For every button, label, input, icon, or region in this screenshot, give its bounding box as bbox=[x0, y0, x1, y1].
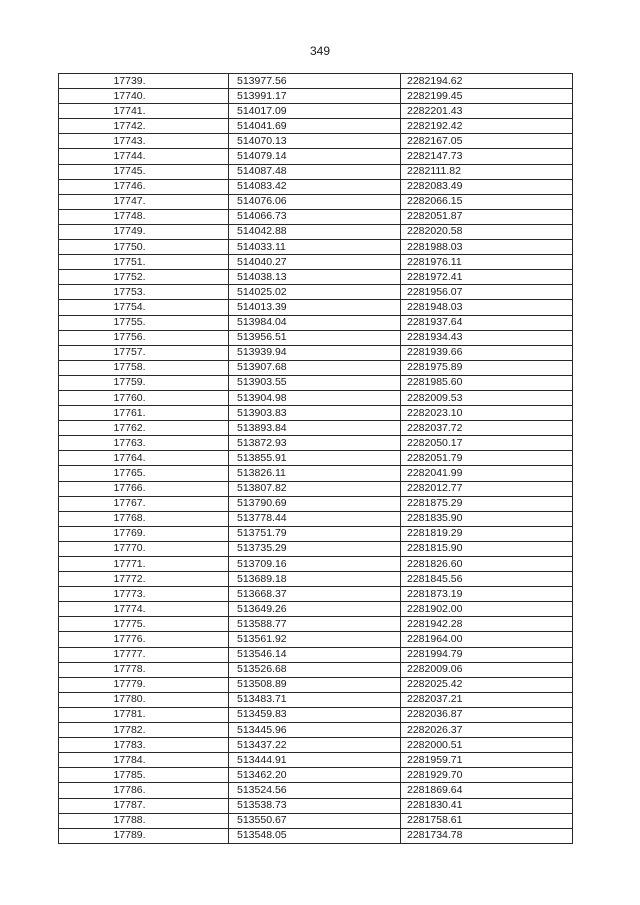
point-number-cell: 17742. bbox=[59, 119, 229, 134]
table-row bbox=[59, 526, 573, 541]
y-coordinate-cell: 2281819.29 bbox=[401, 526, 573, 541]
table-row bbox=[59, 647, 573, 662]
x-coordinate-cell: 513588.77 bbox=[229, 617, 401, 632]
x-coordinate-cell: 513538.73 bbox=[229, 798, 401, 813]
table-row bbox=[59, 481, 573, 496]
x-coordinate-cell: 514017.09 bbox=[229, 104, 401, 119]
x-coordinate-cell: 514066.73 bbox=[229, 209, 401, 224]
point-number-cell: 17746. bbox=[59, 179, 229, 194]
point-number-cell: 17756. bbox=[59, 330, 229, 345]
table-row bbox=[59, 330, 573, 345]
table-row bbox=[59, 828, 573, 843]
y-coordinate-cell: 2281972.41 bbox=[401, 270, 573, 285]
x-coordinate-cell: 513826.11 bbox=[229, 466, 401, 481]
y-coordinate-cell: 2282009.06 bbox=[401, 662, 573, 677]
point-number-cell: 17769. bbox=[59, 526, 229, 541]
point-number-cell: 17760. bbox=[59, 390, 229, 405]
point-number-cell: 17788. bbox=[59, 813, 229, 828]
point-number-cell: 17786. bbox=[59, 783, 229, 798]
table-row bbox=[59, 753, 573, 768]
y-coordinate-cell: 2282000.51 bbox=[401, 738, 573, 753]
x-coordinate-cell: 513462.20 bbox=[229, 768, 401, 783]
point-number-cell: 17743. bbox=[59, 134, 229, 149]
y-coordinate-cell: 2281975.89 bbox=[401, 360, 573, 375]
y-coordinate-cell: 2281948.03 bbox=[401, 300, 573, 315]
y-coordinate-cell: 2282111.82 bbox=[401, 164, 573, 179]
point-number-cell: 17785. bbox=[59, 768, 229, 783]
table-row bbox=[59, 164, 573, 179]
y-coordinate-cell: 2281758.61 bbox=[401, 813, 573, 828]
table-row bbox=[59, 768, 573, 783]
x-coordinate-cell: 514042.88 bbox=[229, 224, 401, 239]
y-coordinate-cell: 2282083.49 bbox=[401, 179, 573, 194]
point-number-cell: 17779. bbox=[59, 677, 229, 692]
y-coordinate-cell: 2281976.11 bbox=[401, 255, 573, 270]
table-row bbox=[59, 436, 573, 451]
y-coordinate-cell: 2282194.62 bbox=[401, 74, 573, 89]
point-number-cell: 17762. bbox=[59, 421, 229, 436]
x-coordinate-cell: 513903.55 bbox=[229, 375, 401, 390]
x-coordinate-cell: 513689.18 bbox=[229, 572, 401, 587]
table-row bbox=[59, 572, 573, 587]
y-coordinate-cell: 2282037.72 bbox=[401, 421, 573, 436]
y-coordinate-cell: 2281835.90 bbox=[401, 511, 573, 526]
point-number-cell: 17763. bbox=[59, 436, 229, 451]
y-coordinate-cell: 2281826.60 bbox=[401, 557, 573, 572]
y-coordinate-cell: 2281994.79 bbox=[401, 647, 573, 662]
point-number-cell: 17758. bbox=[59, 360, 229, 375]
point-number-cell: 17749. bbox=[59, 224, 229, 239]
table-row bbox=[59, 421, 573, 436]
y-coordinate-cell: 2282025.42 bbox=[401, 677, 573, 692]
x-coordinate-cell: 513956.51 bbox=[229, 330, 401, 345]
table-row bbox=[59, 345, 573, 360]
table-row bbox=[59, 270, 573, 285]
y-coordinate-cell: 2282026.37 bbox=[401, 723, 573, 738]
x-coordinate-cell: 513893.84 bbox=[229, 421, 401, 436]
point-number-cell: 17744. bbox=[59, 149, 229, 164]
table-row bbox=[59, 315, 573, 330]
table-row bbox=[59, 406, 573, 421]
point-number-cell: 17775. bbox=[59, 617, 229, 632]
point-number-cell: 17753. bbox=[59, 285, 229, 300]
x-coordinate-cell: 513483.71 bbox=[229, 692, 401, 707]
table-row bbox=[59, 209, 573, 224]
x-coordinate-cell: 513445.96 bbox=[229, 723, 401, 738]
y-coordinate-cell: 2281939.66 bbox=[401, 345, 573, 360]
y-coordinate-cell: 2282199.45 bbox=[401, 89, 573, 104]
point-number-cell: 17766. bbox=[59, 481, 229, 496]
x-coordinate-cell: 514070.13 bbox=[229, 134, 401, 149]
point-number-cell: 17771. bbox=[59, 557, 229, 572]
table-row bbox=[59, 557, 573, 572]
x-coordinate-cell: 513807.82 bbox=[229, 481, 401, 496]
x-coordinate-cell: 513649.26 bbox=[229, 602, 401, 617]
y-coordinate-cell: 2281734.78 bbox=[401, 828, 573, 843]
table-row bbox=[59, 617, 573, 632]
y-coordinate-cell: 2281869.64 bbox=[401, 783, 573, 798]
table-row bbox=[59, 255, 573, 270]
y-coordinate-cell: 2281934.43 bbox=[401, 330, 573, 345]
table-row bbox=[59, 496, 573, 511]
point-number-cell: 17748. bbox=[59, 209, 229, 224]
table-row bbox=[59, 541, 573, 556]
table-row bbox=[59, 798, 573, 813]
table-row bbox=[59, 602, 573, 617]
x-coordinate-cell: 514076.06 bbox=[229, 194, 401, 209]
x-coordinate-cell: 513984.04 bbox=[229, 315, 401, 330]
table-row bbox=[59, 813, 573, 828]
point-number-cell: 17767. bbox=[59, 496, 229, 511]
point-number-cell: 17765. bbox=[59, 466, 229, 481]
table-row bbox=[59, 632, 573, 647]
point-number-cell: 17741. bbox=[59, 104, 229, 119]
table-row bbox=[59, 511, 573, 526]
table-row bbox=[59, 375, 573, 390]
y-coordinate-cell: 2281956.07 bbox=[401, 285, 573, 300]
coordinates-table bbox=[58, 73, 573, 844]
x-coordinate-cell: 514025.02 bbox=[229, 285, 401, 300]
y-coordinate-cell: 2282041.99 bbox=[401, 466, 573, 481]
x-coordinate-cell: 513977.56 bbox=[229, 74, 401, 89]
table-row bbox=[59, 89, 573, 104]
coordinates-table-body bbox=[59, 74, 573, 844]
y-coordinate-cell: 2281902.00 bbox=[401, 602, 573, 617]
y-coordinate-cell: 2281875.29 bbox=[401, 496, 573, 511]
point-number-cell: 17745. bbox=[59, 164, 229, 179]
point-number-cell: 17770. bbox=[59, 541, 229, 556]
point-number-cell: 17768. bbox=[59, 511, 229, 526]
table-row bbox=[59, 466, 573, 481]
y-coordinate-cell: 2281985.60 bbox=[401, 375, 573, 390]
table-row bbox=[59, 194, 573, 209]
y-coordinate-cell: 2281959.71 bbox=[401, 753, 573, 768]
x-coordinate-cell: 513526.68 bbox=[229, 662, 401, 677]
table-row bbox=[59, 723, 573, 738]
table-row bbox=[59, 134, 573, 149]
point-number-cell: 17778. bbox=[59, 662, 229, 677]
point-number-cell: 17789. bbox=[59, 828, 229, 843]
point-number-cell: 17747. bbox=[59, 194, 229, 209]
x-coordinate-cell: 513508.89 bbox=[229, 677, 401, 692]
y-coordinate-cell: 2282036.87 bbox=[401, 707, 573, 722]
point-number-cell: 17750. bbox=[59, 240, 229, 255]
x-coordinate-cell: 513991.17 bbox=[229, 89, 401, 104]
table-row bbox=[59, 179, 573, 194]
y-coordinate-cell: 2282020.58 bbox=[401, 224, 573, 239]
table-row bbox=[59, 390, 573, 405]
point-number-cell: 17754. bbox=[59, 300, 229, 315]
x-coordinate-cell: 513778.44 bbox=[229, 511, 401, 526]
table-row bbox=[59, 104, 573, 119]
y-coordinate-cell: 2281937.64 bbox=[401, 315, 573, 330]
x-coordinate-cell: 514013.39 bbox=[229, 300, 401, 315]
y-coordinate-cell: 2282201.43 bbox=[401, 104, 573, 119]
table-row bbox=[59, 677, 573, 692]
x-coordinate-cell: 513903.83 bbox=[229, 406, 401, 421]
table-row bbox=[59, 692, 573, 707]
point-number-cell: 17784. bbox=[59, 753, 229, 768]
y-coordinate-cell: 2282012.77 bbox=[401, 481, 573, 496]
point-number-cell: 17774. bbox=[59, 602, 229, 617]
x-coordinate-cell: 513872.93 bbox=[229, 436, 401, 451]
y-coordinate-cell: 2281830.41 bbox=[401, 798, 573, 813]
x-coordinate-cell: 513855.91 bbox=[229, 451, 401, 466]
x-coordinate-cell: 513561.92 bbox=[229, 632, 401, 647]
x-coordinate-cell: 514041.69 bbox=[229, 119, 401, 134]
point-number-cell: 17782. bbox=[59, 723, 229, 738]
table-row bbox=[59, 707, 573, 722]
point-number-cell: 17780. bbox=[59, 692, 229, 707]
point-number-cell: 17757. bbox=[59, 345, 229, 360]
point-number-cell: 17751. bbox=[59, 255, 229, 270]
point-number-cell: 17776. bbox=[59, 632, 229, 647]
table-row bbox=[59, 119, 573, 134]
x-coordinate-cell: 513548.05 bbox=[229, 828, 401, 843]
x-coordinate-cell: 513546.14 bbox=[229, 647, 401, 662]
y-coordinate-cell: 2281873.19 bbox=[401, 587, 573, 602]
y-coordinate-cell: 2281845.56 bbox=[401, 572, 573, 587]
table-row bbox=[59, 783, 573, 798]
x-coordinate-cell: 513444.91 bbox=[229, 753, 401, 768]
point-number-cell: 17764. bbox=[59, 451, 229, 466]
x-coordinate-cell: 514079.14 bbox=[229, 149, 401, 164]
y-coordinate-cell: 2282192.42 bbox=[401, 119, 573, 134]
point-number-cell: 17781. bbox=[59, 707, 229, 722]
point-number-cell: 17739. bbox=[59, 74, 229, 89]
y-coordinate-cell: 2281964.00 bbox=[401, 632, 573, 647]
y-coordinate-cell: 2281942.28 bbox=[401, 617, 573, 632]
table-row bbox=[59, 285, 573, 300]
point-number-cell: 17752. bbox=[59, 270, 229, 285]
point-number-cell: 17759. bbox=[59, 375, 229, 390]
table-row bbox=[59, 240, 573, 255]
y-coordinate-cell: 2282147.73 bbox=[401, 149, 573, 164]
x-coordinate-cell: 513939.94 bbox=[229, 345, 401, 360]
y-coordinate-cell: 2282023.10 bbox=[401, 406, 573, 421]
point-number-cell: 17787. bbox=[59, 798, 229, 813]
table-row bbox=[59, 738, 573, 753]
table-row bbox=[59, 451, 573, 466]
point-number-cell: 17761. bbox=[59, 406, 229, 421]
y-coordinate-cell: 2282050.17 bbox=[401, 436, 573, 451]
point-number-cell: 17773. bbox=[59, 587, 229, 602]
x-coordinate-cell: 514033.11 bbox=[229, 240, 401, 255]
y-coordinate-cell: 2281815.90 bbox=[401, 541, 573, 556]
y-coordinate-cell: 2282051.87 bbox=[401, 209, 573, 224]
coordinates-table-container bbox=[58, 73, 572, 844]
x-coordinate-cell: 514040.27 bbox=[229, 255, 401, 270]
x-coordinate-cell: 514083.42 bbox=[229, 179, 401, 194]
page-number: 349 bbox=[309, 44, 331, 58]
table-row bbox=[59, 662, 573, 677]
x-coordinate-cell: 513437.22 bbox=[229, 738, 401, 753]
x-coordinate-cell: 513709.16 bbox=[229, 557, 401, 572]
x-coordinate-cell: 513668.37 bbox=[229, 587, 401, 602]
x-coordinate-cell: 513550.67 bbox=[229, 813, 401, 828]
y-coordinate-cell: 2282051.79 bbox=[401, 451, 573, 466]
point-number-cell: 17777. bbox=[59, 647, 229, 662]
y-coordinate-cell: 2281929.70 bbox=[401, 768, 573, 783]
x-coordinate-cell: 513904.98 bbox=[229, 390, 401, 405]
x-coordinate-cell: 514038.13 bbox=[229, 270, 401, 285]
table-row bbox=[59, 300, 573, 315]
table-row bbox=[59, 149, 573, 164]
point-number-cell: 17740. bbox=[59, 89, 229, 104]
x-coordinate-cell: 513459.83 bbox=[229, 707, 401, 722]
x-coordinate-cell: 513751.79 bbox=[229, 526, 401, 541]
point-number-cell: 17772. bbox=[59, 572, 229, 587]
y-coordinate-cell: 2282066.15 bbox=[401, 194, 573, 209]
x-coordinate-cell: 513907.68 bbox=[229, 360, 401, 375]
y-coordinate-cell: 2282009.53 bbox=[401, 390, 573, 405]
x-coordinate-cell: 513790.69 bbox=[229, 496, 401, 511]
x-coordinate-cell: 513735.29 bbox=[229, 541, 401, 556]
x-coordinate-cell: 513524.56 bbox=[229, 783, 401, 798]
table-row bbox=[59, 224, 573, 239]
y-coordinate-cell: 2281988.03 bbox=[401, 240, 573, 255]
y-coordinate-cell: 2282167.05 bbox=[401, 134, 573, 149]
x-coordinate-cell: 514087.48 bbox=[229, 164, 401, 179]
y-coordinate-cell: 2282037.21 bbox=[401, 692, 573, 707]
table-row bbox=[59, 360, 573, 375]
point-number-cell: 17755. bbox=[59, 315, 229, 330]
table-row bbox=[59, 74, 573, 89]
point-number-cell: 17783. bbox=[59, 738, 229, 753]
table-row bbox=[59, 587, 573, 602]
